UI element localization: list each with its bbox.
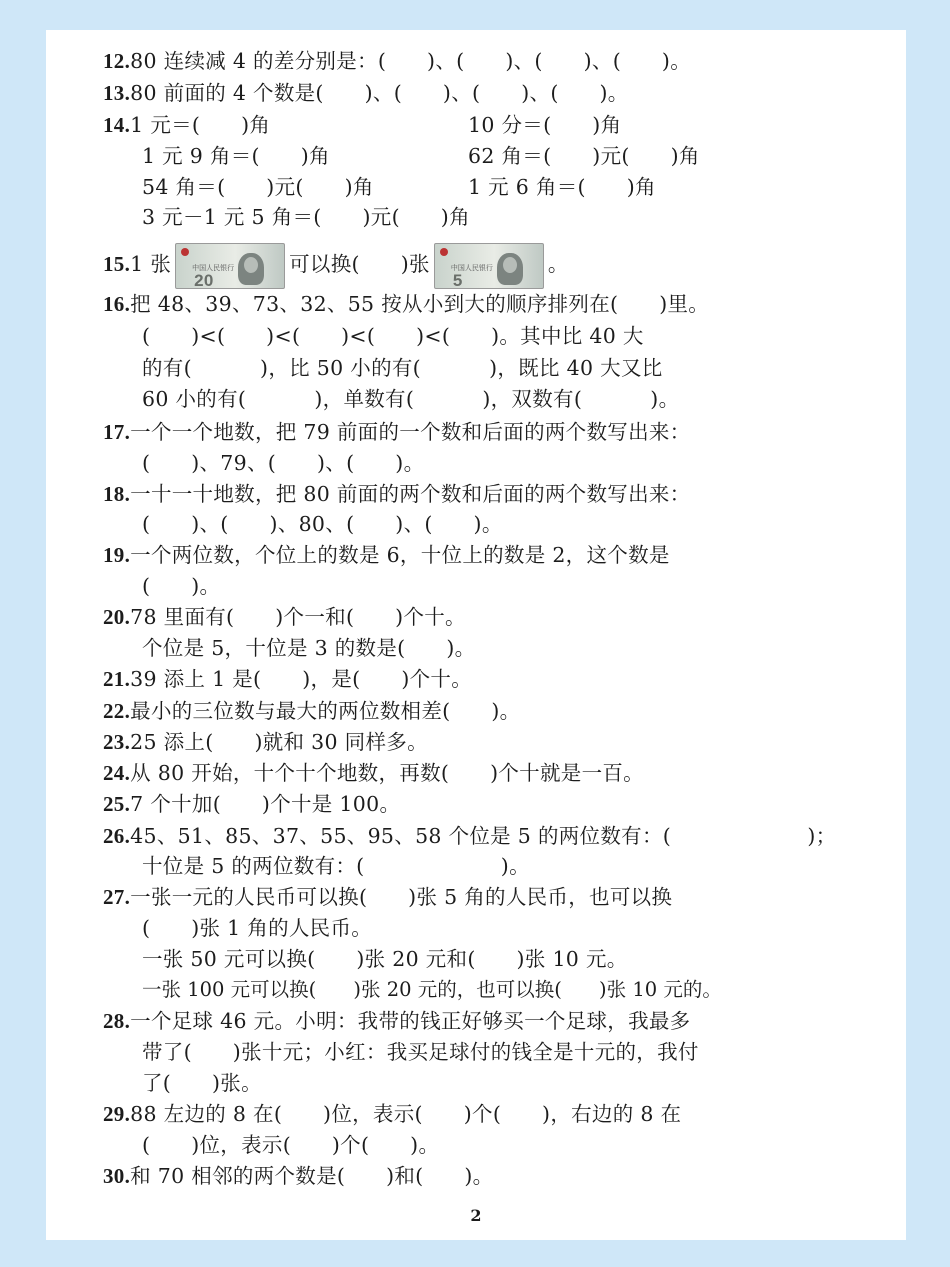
portrait-face — [503, 257, 517, 273]
question-text: 了( )张。 — [142, 1071, 262, 1095]
question-26-b — [142, 853, 530, 879]
question-text: 10 分＝( )角 — [468, 113, 622, 137]
question-19 — [103, 542, 670, 568]
question-16-d — [142, 386, 679, 412]
question-text: 一张 100 元可以换( )张 20 元的，也可以换( )张 10 元的。 — [142, 978, 722, 1001]
question-text: ( )、( )、80、( )、( )。 — [142, 512, 503, 536]
question-number: 25. — [103, 792, 131, 816]
question-number: 16. — [103, 292, 131, 316]
question-text: 1 元 6 角＝( )角 — [468, 175, 656, 199]
question-text: 80 前面的 4 个数是( )、( )、( )、( )。 — [130, 81, 629, 105]
question-14-c — [142, 143, 330, 169]
question-14-d — [468, 143, 700, 169]
question-number: 18. — [103, 482, 131, 506]
question-28-c — [142, 1070, 262, 1096]
five-yuan-banknote-image — [434, 243, 544, 289]
question-17 — [103, 419, 690, 445]
question-text: 39 添上 1 是( )，是( )个十。 — [130, 667, 473, 691]
question-text: 可以换( )张 — [289, 252, 430, 276]
question-26 — [103, 823, 836, 849]
question-14-f — [468, 174, 656, 200]
question-28 — [103, 1008, 690, 1034]
question-14 — [103, 112, 270, 138]
question-text: 一张一元的人民币可以换( )张 5 角的人民币，也可以换 — [130, 885, 673, 909]
question-text: 1 元 9 角＝( )角 — [142, 144, 330, 168]
question-text: ( )张 1 角的人民币。 — [142, 916, 373, 940]
question-14-g — [142, 204, 470, 230]
question-30 — [103, 1163, 493, 1189]
question-text: 十位是 5 的两位数有：( )。 — [142, 854, 530, 878]
question-number: 26. — [103, 824, 131, 848]
question-text: 一个一个地数，把 79 前面的一个数和后面的两个数写出来： — [130, 420, 691, 444]
question-19-b — [142, 573, 220, 599]
question-number: 27. — [103, 885, 131, 909]
question-number: 29. — [103, 1102, 131, 1126]
question-text: 1 张 — [130, 252, 172, 276]
question-17-b — [142, 450, 424, 476]
question-text: 一张 50 元可以换( )张 20 元和( )张 10 元。 — [142, 947, 628, 971]
question-number: 14. — [103, 113, 131, 137]
question-number: 22. — [103, 699, 131, 723]
question-18 — [103, 481, 690, 507]
question-12 — [103, 48, 691, 74]
question-text: 7 个十加( )个十是 100。 — [130, 792, 401, 816]
banknote-value: 20 — [194, 270, 214, 289]
question-text: 最小的三位数与最大的两位数相差( )。 — [130, 699, 521, 723]
question-number: 21. — [103, 667, 131, 691]
question-text: 一个两位数，个位上的数是 6，十位上的数是 2，这个数是 — [130, 543, 670, 567]
question-text: 个位是 5，十位是 3 的数是( )。 — [142, 636, 476, 660]
question-number: 28. — [103, 1009, 131, 1033]
question-text: 80 连续减 4 的差分别是：( )、( )、( )、( )。 — [130, 49, 692, 73]
question-28-b — [142, 1039, 699, 1065]
question-number: 30. — [103, 1164, 131, 1188]
question-16-c — [142, 355, 663, 381]
question-text: ( )<( )<( )<( )<( )。其中比 40 大 — [142, 324, 644, 348]
question-text: 一十一十地数，把 80 前面的两个数和后面的两个数写出来： — [130, 482, 691, 506]
question-number: 24. — [103, 761, 131, 785]
national-emblem-icon — [181, 248, 189, 256]
question-16 — [103, 291, 709, 317]
question-text: 3 元－1 元 5 角＝( )元( )角 — [142, 205, 470, 229]
question-text: 62 角＝( )元( )角 — [468, 144, 700, 168]
national-emblem-icon — [440, 248, 448, 256]
question-text: 从 80 开始，十个十个地数，再数( )个十就是一百。 — [130, 761, 644, 785]
question-text: 的有( )，比 50 小的有( )，既比 40 大又比 — [142, 356, 663, 380]
question-22 — [103, 698, 520, 724]
question-text: 。 — [547, 252, 569, 276]
question-text: ( )。 — [142, 574, 221, 598]
question-text: 25 添上( )就和 30 同样多。 — [130, 730, 428, 754]
twenty-yuan-banknote-image — [175, 243, 285, 289]
question-text: 一个足球 46 元。小明：我带的钱正好够买一个足球，我最多 — [130, 1009, 691, 1033]
question-27-b — [142, 915, 372, 941]
question-text: 45、51、85、37、55、95、58 个位是 5 的两位数有：( )； — [130, 824, 837, 848]
question-number: 20. — [103, 605, 131, 629]
question-29 — [103, 1101, 681, 1127]
question-text: 88 左边的 8 在( )位，表示( )个( )，右边的 8 在 — [130, 1102, 682, 1126]
question-number: 13. — [103, 81, 131, 105]
worksheet-page — [46, 30, 906, 1240]
banknote-header: 中国人民银行 — [192, 263, 235, 272]
question-27-c — [142, 946, 628, 972]
question-number: 23. — [103, 730, 131, 754]
question-29-b — [142, 1132, 439, 1158]
question-18-b — [142, 511, 503, 537]
question-15 — [103, 242, 569, 289]
question-number: 15. — [103, 252, 131, 276]
question-text: 把 48、39、73、32、55 按从小到大的顺序排列在( )里。 — [130, 292, 710, 316]
banknote-header: 中国人民银行 — [450, 263, 493, 272]
question-text: 1 元＝( )角 — [130, 113, 271, 137]
page-number: 2 — [470, 1206, 482, 1225]
question-27 — [103, 884, 672, 910]
question-number: 12. — [103, 49, 131, 73]
question-20-b — [142, 635, 475, 661]
question-text: 54 角＝( )元( )角 — [142, 175, 374, 199]
question-13 — [103, 80, 629, 106]
question-text: 和 70 相邻的两个数是( )和( )。 — [130, 1164, 494, 1188]
question-14-e — [142, 174, 374, 200]
question-text: ( )、79、( )、( )。 — [142, 451, 425, 475]
question-number: 19. — [103, 543, 131, 567]
question-21 — [103, 666, 472, 692]
question-number: 17. — [103, 420, 131, 444]
portrait-face — [244, 257, 258, 273]
question-text: 带了( )张十元；小红：我买足球付的钱全是十元的，我付 — [142, 1040, 699, 1064]
question-text: ( )位，表示( )个( )。 — [142, 1133, 440, 1157]
question-14-b — [468, 112, 621, 138]
banknote-value: 5 — [452, 270, 463, 289]
question-16-b — [142, 323, 644, 349]
question-23 — [103, 729, 428, 755]
question-text: 60 小的有( )，单数有( )，双数有( )。 — [142, 387, 680, 411]
question-25 — [103, 791, 400, 817]
question-27-d — [142, 977, 722, 1003]
question-24 — [103, 760, 644, 786]
question-text: 78 里面有( )个一和( )个十。 — [130, 605, 466, 629]
question-20 — [103, 604, 466, 630]
